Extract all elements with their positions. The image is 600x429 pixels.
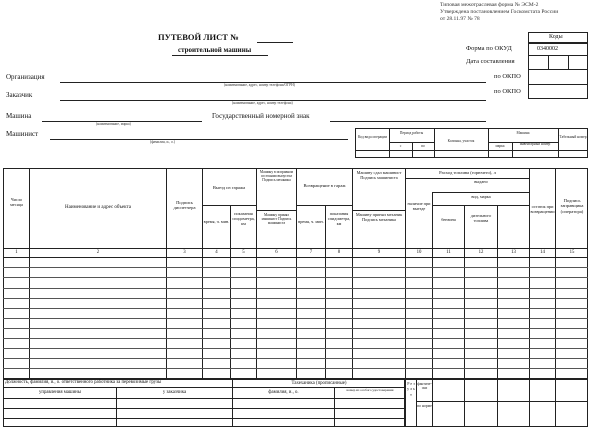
- h-fuel: Расход топлива (горючего), л: [439, 170, 496, 175]
- head-line: [405, 178, 529, 179]
- bottom-divider: [334, 387, 335, 427]
- page-subtitle: строительной машины: [178, 46, 252, 54]
- result-divider: [497, 379, 498, 427]
- okpo1-label: по ОКПО: [494, 73, 521, 80]
- head-line: [202, 205, 256, 206]
- subtitle-underline: [172, 55, 268, 56]
- head-line: [296, 205, 352, 206]
- h-day: Число месяца: [10, 197, 23, 207]
- trailer-title: Тахеханика (прописанные): [291, 381, 347, 386]
- ops-col-column: Колонна, участок: [447, 139, 475, 143]
- plate-field[interactable]: [330, 121, 486, 122]
- table-row[interactable]: [3, 358, 588, 359]
- page-title: ПУТЕВОЙ ЛИСТ №: [158, 32, 239, 42]
- form-type-line: Типовая межотраслевая форма № ЭСМ-2: [440, 2, 539, 8]
- table-row[interactable]: [3, 318, 588, 319]
- h-fuel-start: наличие при выезде: [407, 201, 431, 211]
- okud-label: Форма по ОКУД: [466, 45, 512, 52]
- responsible-machine: управления машины: [39, 390, 81, 395]
- head-line: [432, 192, 529, 193]
- column-number: 1: [15, 250, 18, 255]
- bottom-divider: [3, 418, 405, 419]
- column-number: 8: [337, 250, 341, 255]
- bottom-divider: [3, 387, 405, 388]
- customer-hint: (наименование, адрес, номер телефона): [232, 101, 293, 105]
- table-row[interactable]: [3, 368, 588, 369]
- column-number: 15: [569, 250, 575, 255]
- column-number: 7: [309, 250, 313, 255]
- column-number: 4: [215, 250, 218, 255]
- column-number: 9: [377, 250, 381, 255]
- bottom-divider: [3, 398, 405, 399]
- h-dep-speedo: показания спидометра, км: [232, 211, 255, 226]
- ops-col-brand: марка: [495, 144, 505, 148]
- ops-col-to: по: [421, 144, 425, 148]
- h-object: Наименование и адрес объекта: [65, 205, 131, 210]
- table-row[interactable]: [3, 298, 588, 299]
- result-vertical-label: Р е з у л ь т: [407, 381, 415, 397]
- codes-divider: [548, 55, 549, 69]
- ops-col-machine: Машина: [516, 131, 530, 135]
- h-type: вид, марка: [471, 194, 491, 199]
- column-number: 11: [446, 250, 451, 255]
- h-ret-speedo: показания спидометра, км: [327, 211, 351, 226]
- table-row[interactable]: [3, 338, 588, 339]
- trailer-name: фамилия, и., о.: [268, 390, 299, 395]
- approval-date-line: от 28.11.97 № 78: [440, 16, 480, 22]
- codes-divider: [528, 55, 588, 56]
- result-divider: [529, 379, 530, 427]
- ops-col-operation-code: Код вида операции: [357, 135, 388, 139]
- column-number: 3: [183, 250, 186, 255]
- ops-divider: [558, 128, 559, 158]
- h-departure: Выезд из гаража: [212, 185, 246, 190]
- h-machine-released: Машину в исправном состоянии выпустил Подпись механика: [259, 170, 294, 183]
- responsible-customer: у заказчика: [162, 390, 187, 395]
- head-line: [352, 210, 405, 211]
- column-number: 14: [540, 250, 545, 255]
- number-underline: [257, 42, 293, 43]
- ops-col-from: с: [399, 144, 402, 148]
- h-refueler-sign: Подпись заправщика (оператора): [560, 198, 584, 214]
- table-row[interactable]: [3, 288, 588, 289]
- head-line: [3, 248, 588, 249]
- driver-field[interactable]: [50, 139, 348, 140]
- machine-hint: (наименование, марка): [96, 122, 131, 126]
- result-fact: фактически: [417, 382, 432, 391]
- h-handed-over: Машину сдал машинист Подпись машиниста: [356, 170, 402, 180]
- ops-divider: [355, 150, 588, 151]
- num-row-line: [3, 257, 588, 258]
- okud-value: 0340002: [537, 46, 558, 52]
- ops-col-inventory: инвентарный номер: [519, 142, 551, 146]
- okpo2-label: по ОКПО: [494, 88, 521, 95]
- head-line: [432, 205, 529, 206]
- organization-label: Организация: [6, 73, 45, 81]
- codes-divider: [568, 55, 569, 69]
- codes-divider: [528, 84, 588, 85]
- responsible-title: Должность, фамилия, и., о. ответственного работника за перевозимые грузы: [5, 380, 162, 385]
- result-divider: [555, 379, 556, 427]
- table-row[interactable]: [3, 267, 588, 268]
- column-number: 6: [275, 250, 278, 255]
- h-issued: выдано: [474, 179, 488, 184]
- approved-line: Утверждена постановлением Госкомстата России: [440, 9, 559, 15]
- codes-header: Коды: [549, 34, 563, 40]
- h-gasoline: бензина: [441, 217, 456, 222]
- codes-divider: [528, 69, 588, 70]
- table-row[interactable]: [3, 277, 588, 278]
- column-number: 13: [511, 250, 516, 255]
- h-remain: остаток при возвращении: [530, 204, 555, 214]
- h-machine-received: Машину принял машинист Подпись машиниста: [261, 213, 292, 226]
- trailer-number: номер из особого удостоверения: [346, 388, 394, 392]
- driver-hint: (фамилия, и., о.): [150, 140, 175, 144]
- table-row[interactable]: [3, 308, 588, 309]
- bottom-divider: [3, 408, 405, 409]
- col-line: [230, 205, 231, 379]
- result-divider: [416, 401, 588, 402]
- result-divider: [464, 379, 465, 427]
- table-row[interactable]: [3, 348, 588, 349]
- organization-hint: (наименование, адрес, номер телефона/ОГРН): [224, 83, 295, 87]
- ops-divider: [389, 142, 434, 143]
- date-label: Дата составления: [466, 58, 515, 65]
- head-line: [256, 210, 296, 211]
- column-number: 10: [416, 250, 422, 255]
- col-line: [325, 205, 326, 379]
- h-ret-time: время, ч. мин.: [298, 219, 324, 224]
- machine-label: Машина: [6, 112, 32, 120]
- h-diesel: дизельного топлива: [470, 213, 492, 223]
- ops-col-tab-number: Табельный номер: [559, 135, 587, 139]
- h-dispatcher: Подпись диспетчера: [173, 200, 196, 211]
- column-number: 5: [242, 250, 245, 255]
- column-number: 2: [96, 250, 100, 255]
- column-number: 12: [478, 250, 484, 255]
- ops-col-period: Период работы: [399, 131, 424, 135]
- result-divider: [432, 379, 433, 427]
- table-row[interactable]: [3, 328, 588, 329]
- result-norm: по норме: [417, 404, 432, 408]
- col-line: [464, 205, 465, 379]
- h-dep-time: время, ч. мин.: [203, 219, 230, 224]
- h-accepted: Машину принял механик Подпись механика: [355, 212, 403, 222]
- h-return: Возвращение в гараж: [303, 183, 346, 188]
- driver-label: Машинист: [6, 130, 39, 138]
- col-line: [497, 205, 498, 379]
- customer-label: Заказчик: [6, 91, 33, 99]
- plate-label: Государственный номерной знак: [212, 112, 310, 120]
